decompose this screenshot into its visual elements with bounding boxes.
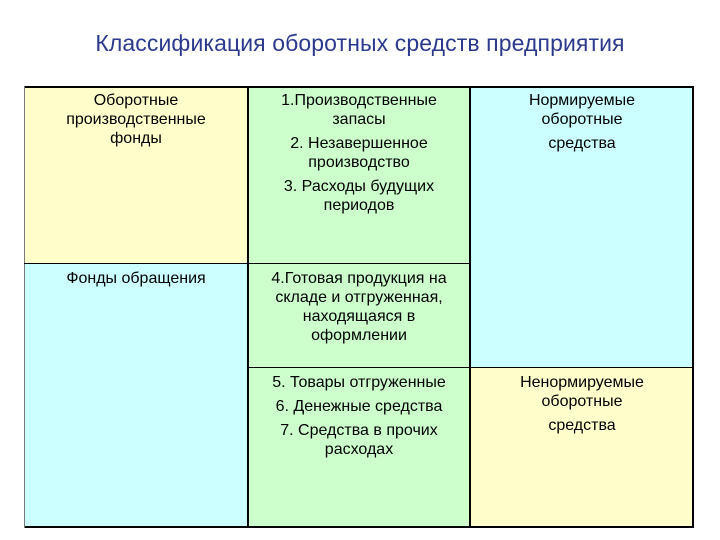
cell-circulation-items — [248, 368, 470, 528]
column-divider-1 — [247, 86, 249, 528]
production-item-1: 1.Производственные запасы — [281, 92, 437, 128]
normalized-line-1: Нормируемые — [528, 92, 636, 109]
production-funds-line-1: Оборотные — [93, 92, 179, 109]
production-item-2: 2. Незавершенное производство — [290, 135, 428, 171]
cell-production-items — [248, 86, 470, 264]
non-normalized-line-2: оборотные — [541, 393, 623, 410]
non-normalized-line-1: Ненормируемые — [520, 374, 644, 391]
table-border-bottom — [24, 526, 694, 528]
circulation-item-6: 6. Денежные средства — [275, 398, 443, 415]
normalized-line-3: средства — [548, 135, 616, 152]
non-normalized-line-3: средства — [548, 417, 616, 434]
circulation-item-5: 5. Товары отгруженные — [272, 374, 446, 391]
cell-production-funds — [24, 86, 248, 264]
circulation-item-7: 7. Средства в прочих расходах — [280, 422, 438, 458]
cell-normalized — [470, 86, 694, 368]
cell-finished-goods — [248, 264, 470, 368]
cell-non-normalized — [470, 368, 694, 528]
circulation-funds-label: Фонды обращения — [66, 270, 206, 287]
row-divider-2 — [248, 367, 694, 368]
table-border-right — [692, 86, 694, 528]
table-border-left — [24, 86, 25, 528]
production-funds-line-2: производственные — [66, 111, 206, 128]
page-title: Классификация оборотных средств предприятия — [95, 30, 625, 56]
production-funds-line-3: фонды — [110, 130, 162, 147]
production-item-3: 3. Расходы будущих периодов — [283, 178, 435, 214]
column-divider-2 — [469, 86, 471, 528]
row-divider-1 — [24, 263, 470, 264]
finished-goods-text: 4.Готовая продукция на складе и отгруженная, находящаяся в оформлении — [271, 270, 447, 344]
normalized-line-2: оборотные — [541, 111, 623, 128]
cell-circulation-funds — [24, 264, 248, 528]
table-border-top — [24, 86, 694, 88]
classification-table — [24, 86, 694, 528]
